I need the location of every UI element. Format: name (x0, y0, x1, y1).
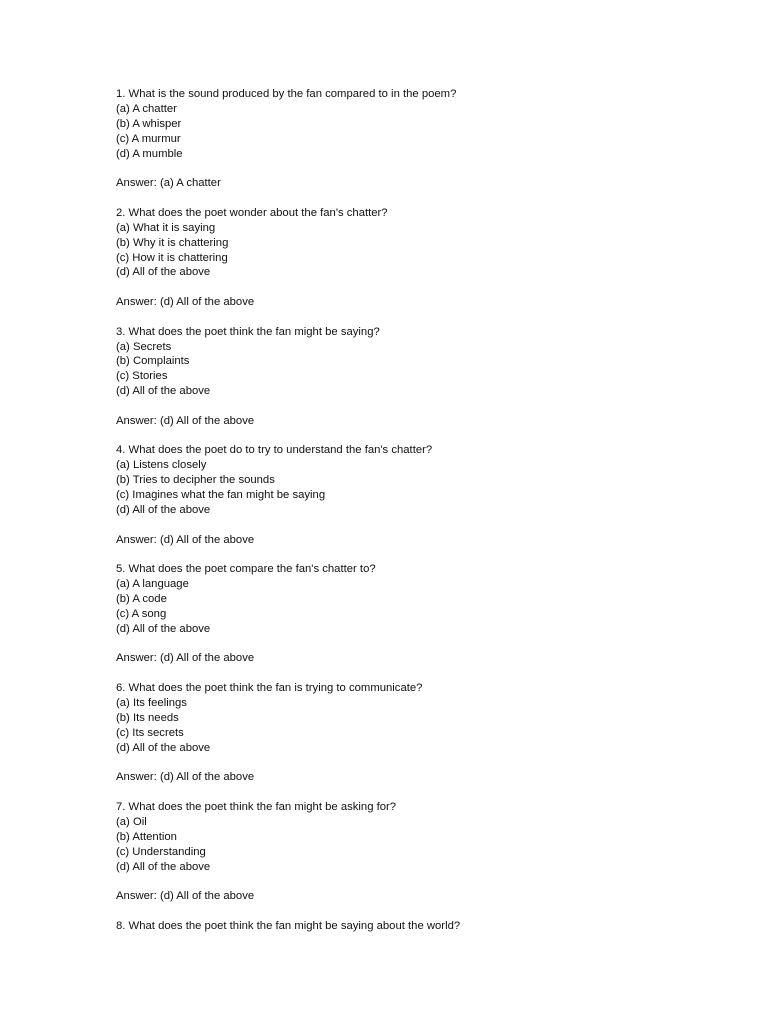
question-text: 4. What does the poet do to try to understand the fan's chatter? (116, 444, 433, 457)
option-a: (a) Secrets (116, 340, 172, 353)
answer-text: Answer: (d) All of the above (116, 296, 255, 309)
question-block-8 (116, 919, 736, 934)
option-b: (b) A code (116, 593, 167, 606)
option-b: (b) Why it is chattering (116, 236, 229, 249)
answer-line-7 (116, 889, 736, 904)
answer-text: Answer: (d) All of the above (116, 890, 255, 903)
question-block-3 (116, 325, 736, 400)
option-c: (c) Its secrets (116, 726, 184, 739)
answer-line-2 (116, 295, 736, 310)
option-a: (a) A language (116, 578, 189, 591)
option-c: (c) Imagines what the fan might be saying (116, 489, 326, 502)
answer-line-5 (116, 651, 736, 666)
option-c: (c) A song (116, 607, 167, 620)
option-d: (d) All of the above (116, 860, 211, 873)
question-text: 7. What does the poet think the fan might be asking for? (116, 800, 397, 813)
option-d: (d) All of the above (116, 741, 211, 754)
answer-line-4 (116, 533, 736, 548)
option-d: (d) All of the above (116, 622, 211, 635)
option-a: (a) A chatter (116, 102, 177, 115)
option-b: (b) Complaints (116, 355, 190, 368)
question-text: 2. What does the poet wonder about the fan's chatter? (116, 206, 388, 219)
answer-line-3 (116, 414, 736, 429)
answer-text: Answer: (d) All of the above (116, 533, 255, 546)
option-b: (b) Attention (116, 830, 177, 843)
option-b: (b) A whisper (116, 117, 182, 130)
question-block-5 (116, 562, 736, 637)
question-text: 5. What does the poet compare the fan's chatter to? (116, 563, 376, 576)
answer-text: Answer: (d) All of the above (116, 771, 255, 784)
option-d: (d) A mumble (116, 147, 183, 160)
question-block-7 (116, 800, 736, 875)
option-c: (c) How it is chattering (116, 251, 228, 264)
question-block-2 (116, 206, 736, 281)
answer-text: Answer: (a) A chatter (116, 177, 221, 190)
question-block-6 (116, 681, 736, 756)
question-block-4 (116, 443, 736, 518)
option-d: (d) All of the above (116, 504, 211, 517)
option-d: (d) All of the above (116, 266, 211, 279)
answer-line-1 (116, 176, 736, 191)
option-b: (b) Tries to decipher the sounds (116, 474, 275, 487)
question-text: 6. What does the poet think the fan is trying to communicate? (116, 682, 423, 695)
answer-text: Answer: (d) All of the above (116, 414, 255, 427)
option-b: (b) Its needs (116, 711, 179, 724)
option-a: (a) What it is saying (116, 221, 216, 234)
option-c: (c) Understanding (116, 845, 206, 858)
option-c: (c) Stories (116, 370, 168, 383)
question-text: 3. What does the poet think the fan might be saying? (116, 325, 380, 338)
option-d: (d) All of the above (116, 385, 211, 398)
option-a: (a) Listens closely (116, 459, 207, 472)
question-text: 8. What does the poet think the fan might be saying about the world? (116, 919, 461, 932)
answer-text: Answer: (d) All of the above (116, 652, 255, 665)
document-page (116, 87, 736, 948)
question-block-1 (116, 87, 736, 162)
option-c: (c) A murmur (116, 132, 181, 145)
option-a: (a) Oil (116, 815, 147, 828)
question-text: 1. What is the sound produced by the fan compared to in the poem? (116, 88, 457, 100)
answer-line-6 (116, 770, 736, 785)
option-a: (a) Its feelings (116, 696, 187, 709)
